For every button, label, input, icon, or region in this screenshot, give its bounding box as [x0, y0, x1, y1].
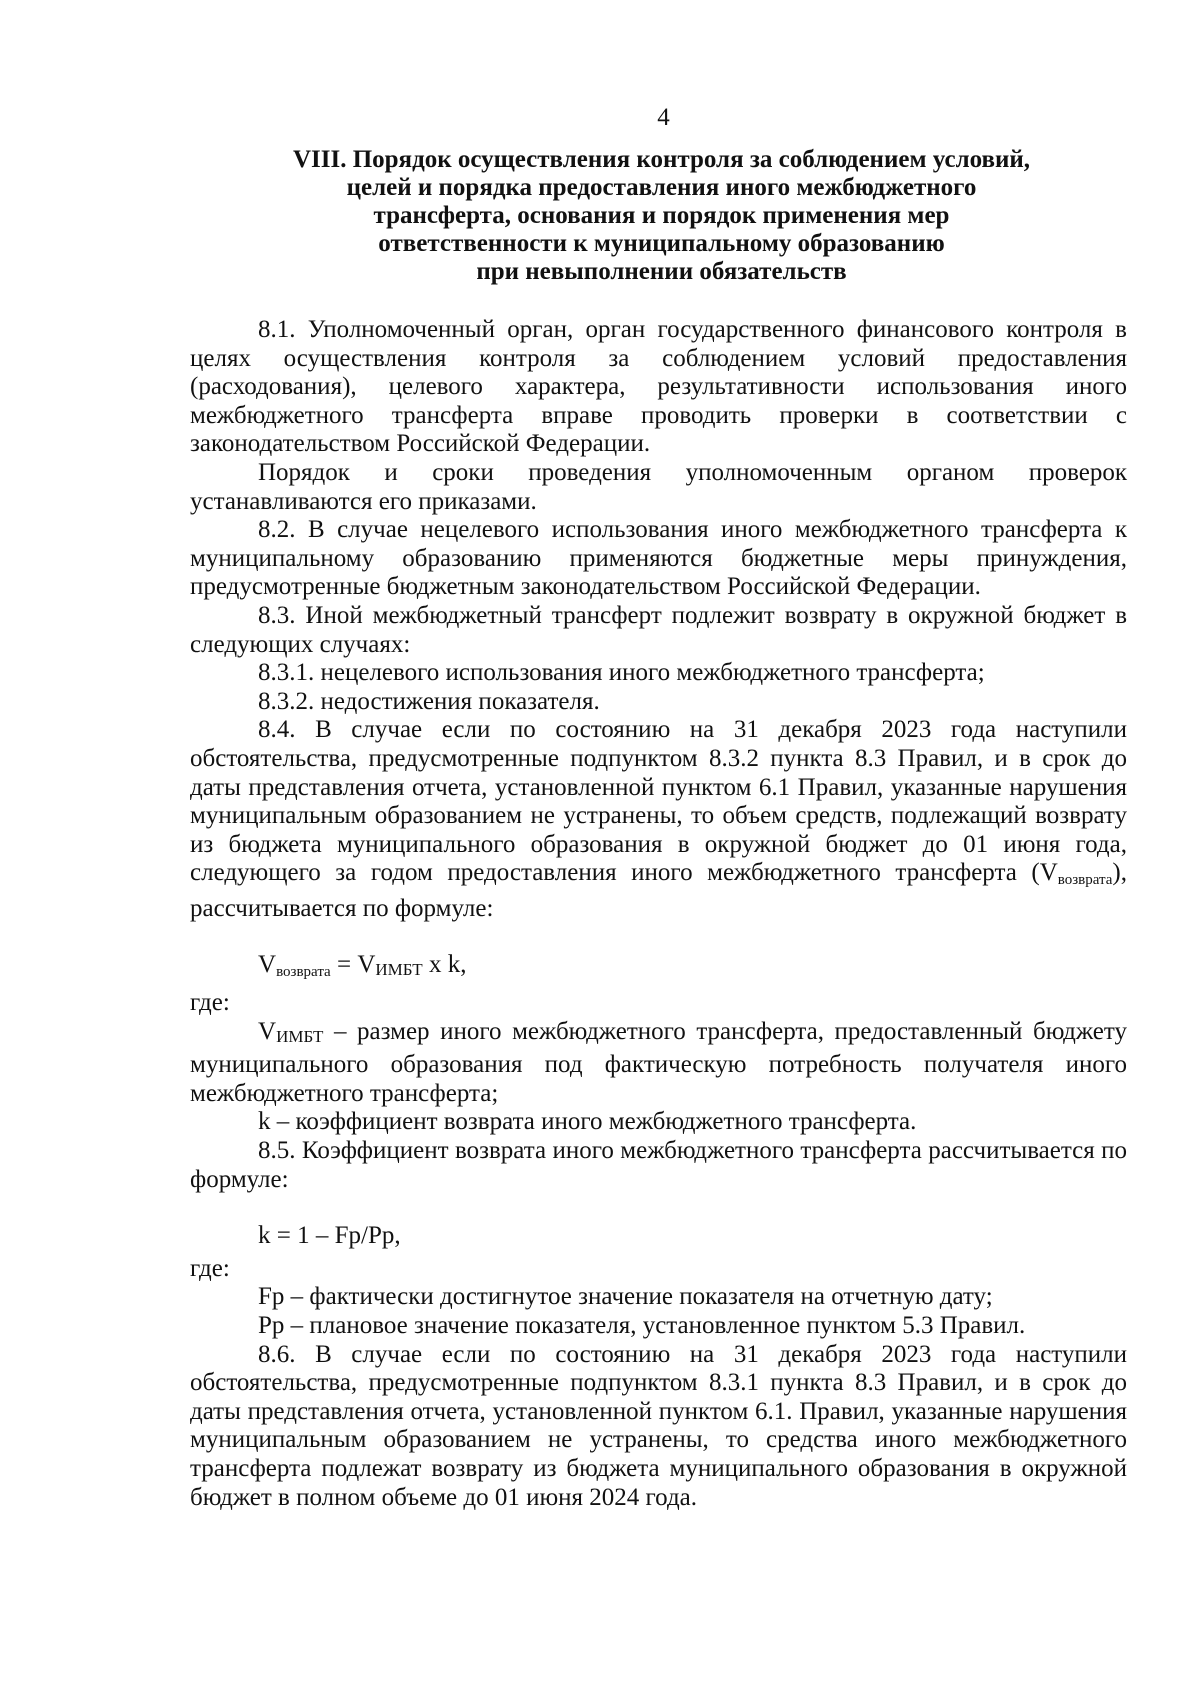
paragraph-8-3: 8.3. Иной межбюджетный трансферт подлежит возврату в окружной бюджет в следующих случаях: [190, 601, 1127, 658]
paragraph-8-6: 8.6. В случае если по состоянию на 31 декабря 2023 года наступили обстоятельства, предусмотренные подпунктом 8.3.1 пункта 8.3 Правил, и в срок до даты представления отчета, установленной пунктом 6.1. Правил, указанные нарушения муниципальным образованием не устранены, то средства иного межбюджетного трансферта подлежат возврату из бюджета муниципального образования в окружной бюджет в полном объеме до 01 июня 2024 года. [190, 1340, 1127, 1511]
return-formula [190, 951, 1127, 987]
heading-line: трансферта, основания и порядок применения мер [373, 202, 950, 229]
paragraph-8-3-2: 8.3.2. недостижения показателя. [258, 687, 600, 715]
page-number: 4 [657, 104, 670, 131]
heading-line: ответственности к муниципальному образованию [378, 230, 945, 257]
where-label: где: [190, 1254, 230, 1282]
heading-line: целей и порядка предоставления иного межбюджетного [346, 174, 977, 201]
paragraph-8-1-order: Порядок и сроки проведения уполномоченным органом проверок устанавливаются его приказами. [190, 458, 1127, 515]
vimbt-text: – размер иного межбюджетного трансферта, предоставленный бюджету муниципального образования под фактическую потребность получателя иного межбюджетного трансферта; [190, 1017, 1127, 1107]
vimbt-v: V [258, 1017, 277, 1045]
where-label: где: [190, 989, 230, 1017]
document-body [190, 316, 1127, 1512]
vimbt-subscript: ИМБТ [276, 1026, 324, 1046]
paragraph-8-4 [190, 716, 1127, 923]
paragraph-8-4-text: 8.4. В случае если по состоянию на 31 декабря 2023 года наступили обстоятельства, предусмотренные подпунктом 8.3.2 пункта 8.3 Правил, и в срок до даты представления отчета, установленной пунктом 6.1 Правил, указанные нарушения муниципальным образованием не устранены, то объем средств, подлежащий возврату из бюджета муниципального образования в окружной бюджет до 01 июня года, следующего за годом предоставления иного межбюджетного трансферта (V [190, 716, 1127, 887]
k-definition: k – коэффициент возврата иного межбюджетного трансферта. [258, 1108, 917, 1136]
vimbt-definition [190, 1018, 1127, 1109]
paragraph-8-4-end: ), рассчитывается по формуле: [190, 859, 1127, 922]
formula-v: V [258, 951, 277, 979]
paragraph-8-3-1: 8.3.1. нецелевого использования иного межбюджетного трансферта; [258, 659, 985, 687]
heading-line: VIII. Порядок осуществления контроля за соблюдением условий, [292, 146, 1031, 173]
fp-definition: Fp – фактически достигнутое значение показателя на отчетную дату; [258, 1283, 993, 1311]
heading-line: при невыполнении обязательств [476, 258, 847, 285]
paragraph-8-2: 8.2. В случае нецелевого использования иного межбюджетного трансферта к муниципальному образованию применяются бюджетные меры принуждения, предусмотренные бюджетным законодательством Российской Федерации. [190, 516, 1127, 601]
coefficient-formula: k = 1 – Fp/Pp, [258, 1222, 401, 1250]
formula-v-subscript: возврата [276, 964, 331, 981]
v-return-subscript: возврата [1057, 872, 1113, 889]
pp-definition: Pp – плановое значение показателя, установленное пунктом 5.3 Правил. [258, 1312, 1026, 1339]
formula-rest: x k, [422, 951, 467, 979]
section-heading [190, 146, 1133, 286]
formula-equals: = V [330, 951, 376, 979]
paragraph-8-5: 8.5. Коэффициент возврата иного межбюджетного трансферта рассчитывается по формуле: [190, 1137, 1127, 1193]
paragraph-8-1: 8.1. Уполномоченный орган, орган государственного финансового контроля в целях осуществления контроля за соблюдением условий предоставления (расходования), целевого характера, результативности использования иного межбюджетного трансферта вправе проводить проверки в соответствии с законодательством Российской Федерации. [190, 316, 1127, 458]
formula-imbt-subscript: ИМБТ [375, 960, 423, 980]
